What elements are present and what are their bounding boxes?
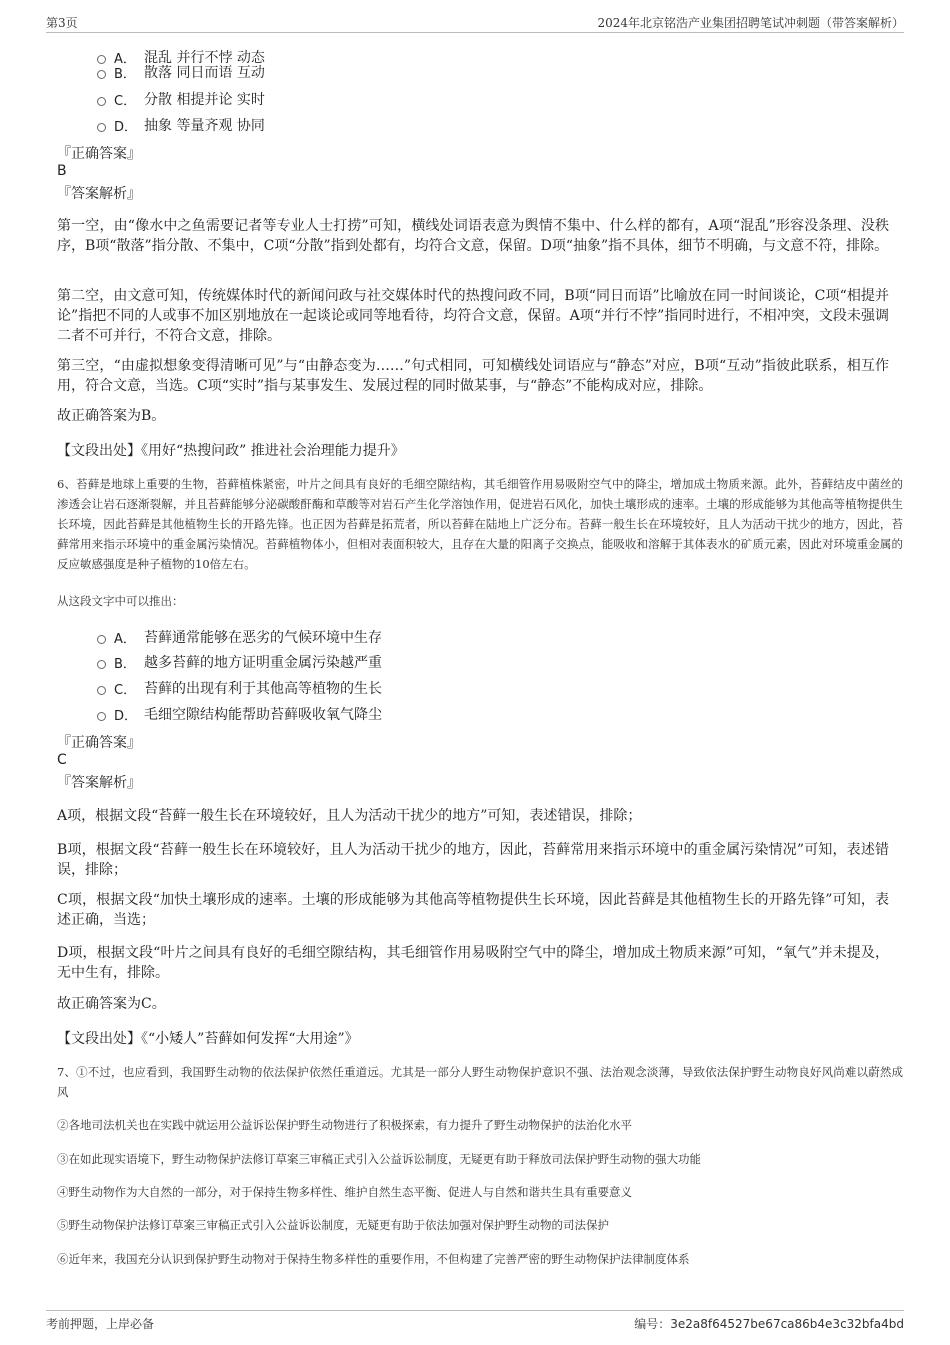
q5-analysis-para-1: 第一空，由“像水中之鱼需要记者等专业人士打捞”可知，横线处词语表意为舆情不集中、什么样的都有，A项“混乱”形容没条理、没秩序，B项“散落”指分散、不集中，C项“分散”指到处都有，均符合文意，保留。D项“抽象”指不具体，细节不明确，与文意不符，排除。 [57, 218, 889, 254]
q6-analysis-para-a: A项，根据文段“苔藓一般生长在环境较好，且人为活动干扰少的地方”可知，表述错误，排除； [57, 808, 642, 824]
q6-option-a[interactable]: A． 苔藓通常能够在恶劣的气候环境中生存 [97, 627, 382, 647]
radio-icon[interactable] [97, 712, 106, 721]
q7-item-5: ⑤野生动物保护法修订草案三审稿正式引入公益诉讼制度，无疑更有助于依法加强对保护野生动物的司法保护 [57, 1218, 609, 1232]
q6-question: 6、苔藓是地球上重要的生物，苔藓植株紧密，叶片之间具有良好的毛细空隙结构，其毛细管作用易吸附空气中的降尘，增加成土物质来源。此外，苔藓结皮中菌丝的渗透会让岩石逐渐裂解，并且苔藓能够分泌碳酸酐酶和草酸等对岩石产生化学溶蚀作用，促进岩石风化，加快土壤形成的速率。土壤的形成能够为其他高等植物提供生长环境，因此苔藓是其他植物生长的开路先锋。也正因为苔藓是拓荒者，所以苔藓在陆地上广泛分布。苔藓一般生长在环境较好，且人为活动干扰少的地方，因此，苔藓常用来指示环境中的重金属污染情况。苔藓植物体小，但相对表面积较大，且存在大量的阳离子交换点，能吸收和溶解于其体表水的矿质元素，因此对环境重金属的反应敏感强度是种子植物的10倍左右。 [57, 477, 903, 571]
q5-option-a[interactable]: A． 混乱 并行不悖 动态 [97, 47, 265, 67]
q7-item-1: 7、①不过，也应看到，我国野生动物的依法保护依然任重道远。尤其是一部分人野生动物保护意识不强、法治观念淡薄，导致依法保护野生动物良好风尚难以蔚然成风 [57, 1065, 903, 1099]
q6-analysis-para-b: B项，根据文段“苔藓一般生长在环境较好，且人为活动干扰少的地方，因此，苔藓常用来指示环境中的重金属污染情况”可知，表述错误，排除； [57, 842, 889, 878]
document-title: 2024年北京铭浩产业集团招聘笔试冲刺题（带答案解析） [597, 16, 904, 30]
q6-source: 【文段出处】《“小矮人”苔藓如何发挥“大用途”》 [57, 1031, 359, 1047]
q6-prompt: 从这段文字中可以推出： [57, 594, 184, 608]
q5-option-c[interactable]: C． 分散 相提并论 实时 [97, 89, 265, 109]
q6-analysis-label: 『答案解析』 [57, 775, 141, 791]
q7-item-4: ④野生动物作为大自然的一部分，对于保持生物多样性、维护自然生态平衡、促进人与自然和谐共生具有重要意义 [57, 1185, 632, 1199]
header-divider [46, 32, 904, 33]
q5-answer-label: 『正确答案』 [57, 146, 141, 162]
q6-analysis-conclusion: 故正确答案为C。 [57, 996, 166, 1012]
q5-source: 【文段出处】《用好“热搜问政” 推进社会治理能力提升》 [57, 443, 405, 459]
radio-icon[interactable] [97, 70, 106, 79]
q5-answer: B [57, 163, 67, 179]
q5-option-b[interactable]: B． 散落 同日而语 互动 [97, 62, 265, 82]
radio-icon[interactable] [97, 660, 106, 669]
q5-option-d[interactable]: D． 抽象 等量齐观 协同 [97, 115, 265, 135]
q7-item-3: ③在如此现实语境下，野生动物保护法修订草案三审稿正式引入公益诉讼制度，无疑更有助于释放司法保护野生动物的强大功能 [57, 1152, 701, 1166]
q6-option-c[interactable]: C． 苔藓的出现有利于其他高等植物的生长 [97, 678, 382, 698]
q5-analysis-conclusion: 故正确答案为B。 [57, 408, 166, 424]
page-number: 第3页 [46, 16, 78, 30]
q6-analysis-para-d: D项，根据文段“叶片之间具有良好的毛细空隙结构，其毛细管作用易吸附空气中的降尘，增加成土物质来源”可知，“氧气”并未提及，无中生有，排除。 [57, 945, 889, 981]
q5-analysis-label: 『答案解析』 [57, 186, 141, 202]
radio-icon[interactable] [97, 123, 106, 132]
footer-slogan: 考前押题，上岸必备 [46, 1317, 155, 1331]
radio-icon[interactable] [97, 97, 106, 106]
footer-divider [46, 1310, 904, 1311]
q5-analysis-para-3: 第三空，“由虚拟想象变得清晰可见”与“由静态变为……”句式相同，可知横线处词语应与“静态”对应，B项“互动”指彼此联系，相互作用，符合文意，当选。C项“实时”指与某事发生、发展过程的同时做某事，与“静态”不能构成对应，排除。 [57, 358, 889, 394]
radio-icon[interactable] [97, 686, 106, 695]
radio-icon[interactable] [97, 635, 106, 644]
q6-option-b[interactable]: B． 越多苔藓的地方证明重金属污染越严重 [97, 652, 382, 672]
q5-analysis-para-2: 第二空，由文意可知，传统媒体时代的新闻问政与社交媒体时代的热搜问政不同，B项“同日而语”比喻放在同一时间谈论，C项“相提并论”指把不同的人或事不加区别地放在一起谈论或同等地看待，均符合文意，保留。A项“并行不悖”指同时进行，不相冲突，文段未强调二者不可并行，不符合文意，排除。 [57, 288, 889, 344]
q6-answer-label: 『正确答案』 [57, 735, 141, 751]
q6-option-d[interactable]: D． 毛细空隙结构能帮助苔藓吸收氧气降尘 [97, 704, 382, 724]
q6-answer: C [57, 752, 67, 768]
q6-analysis-para-c: C项，根据文段“加快土壤形成的速率。土壤的形成能够为其他高等植物提供生长环境，因此苔藓是其他植物生长的开路先锋”可知，表述正确，当选； [57, 892, 889, 928]
document-code: 编号：3e2a8f64527be67ca86b4e3c32bfa4bd [634, 1317, 904, 1331]
q7-item-6: ⑥近年来，我国充分认识到保护野生动物对于保持生物多样性的重要作用，不但构建了完善严密的野生动物保护法律制度体系 [57, 1252, 690, 1266]
q7-item-2: ②各地司法机关也在实践中就运用公益诉讼保护野生动物进行了积极探索，有力提升了野生动物保护的法治化水平 [57, 1118, 632, 1132]
